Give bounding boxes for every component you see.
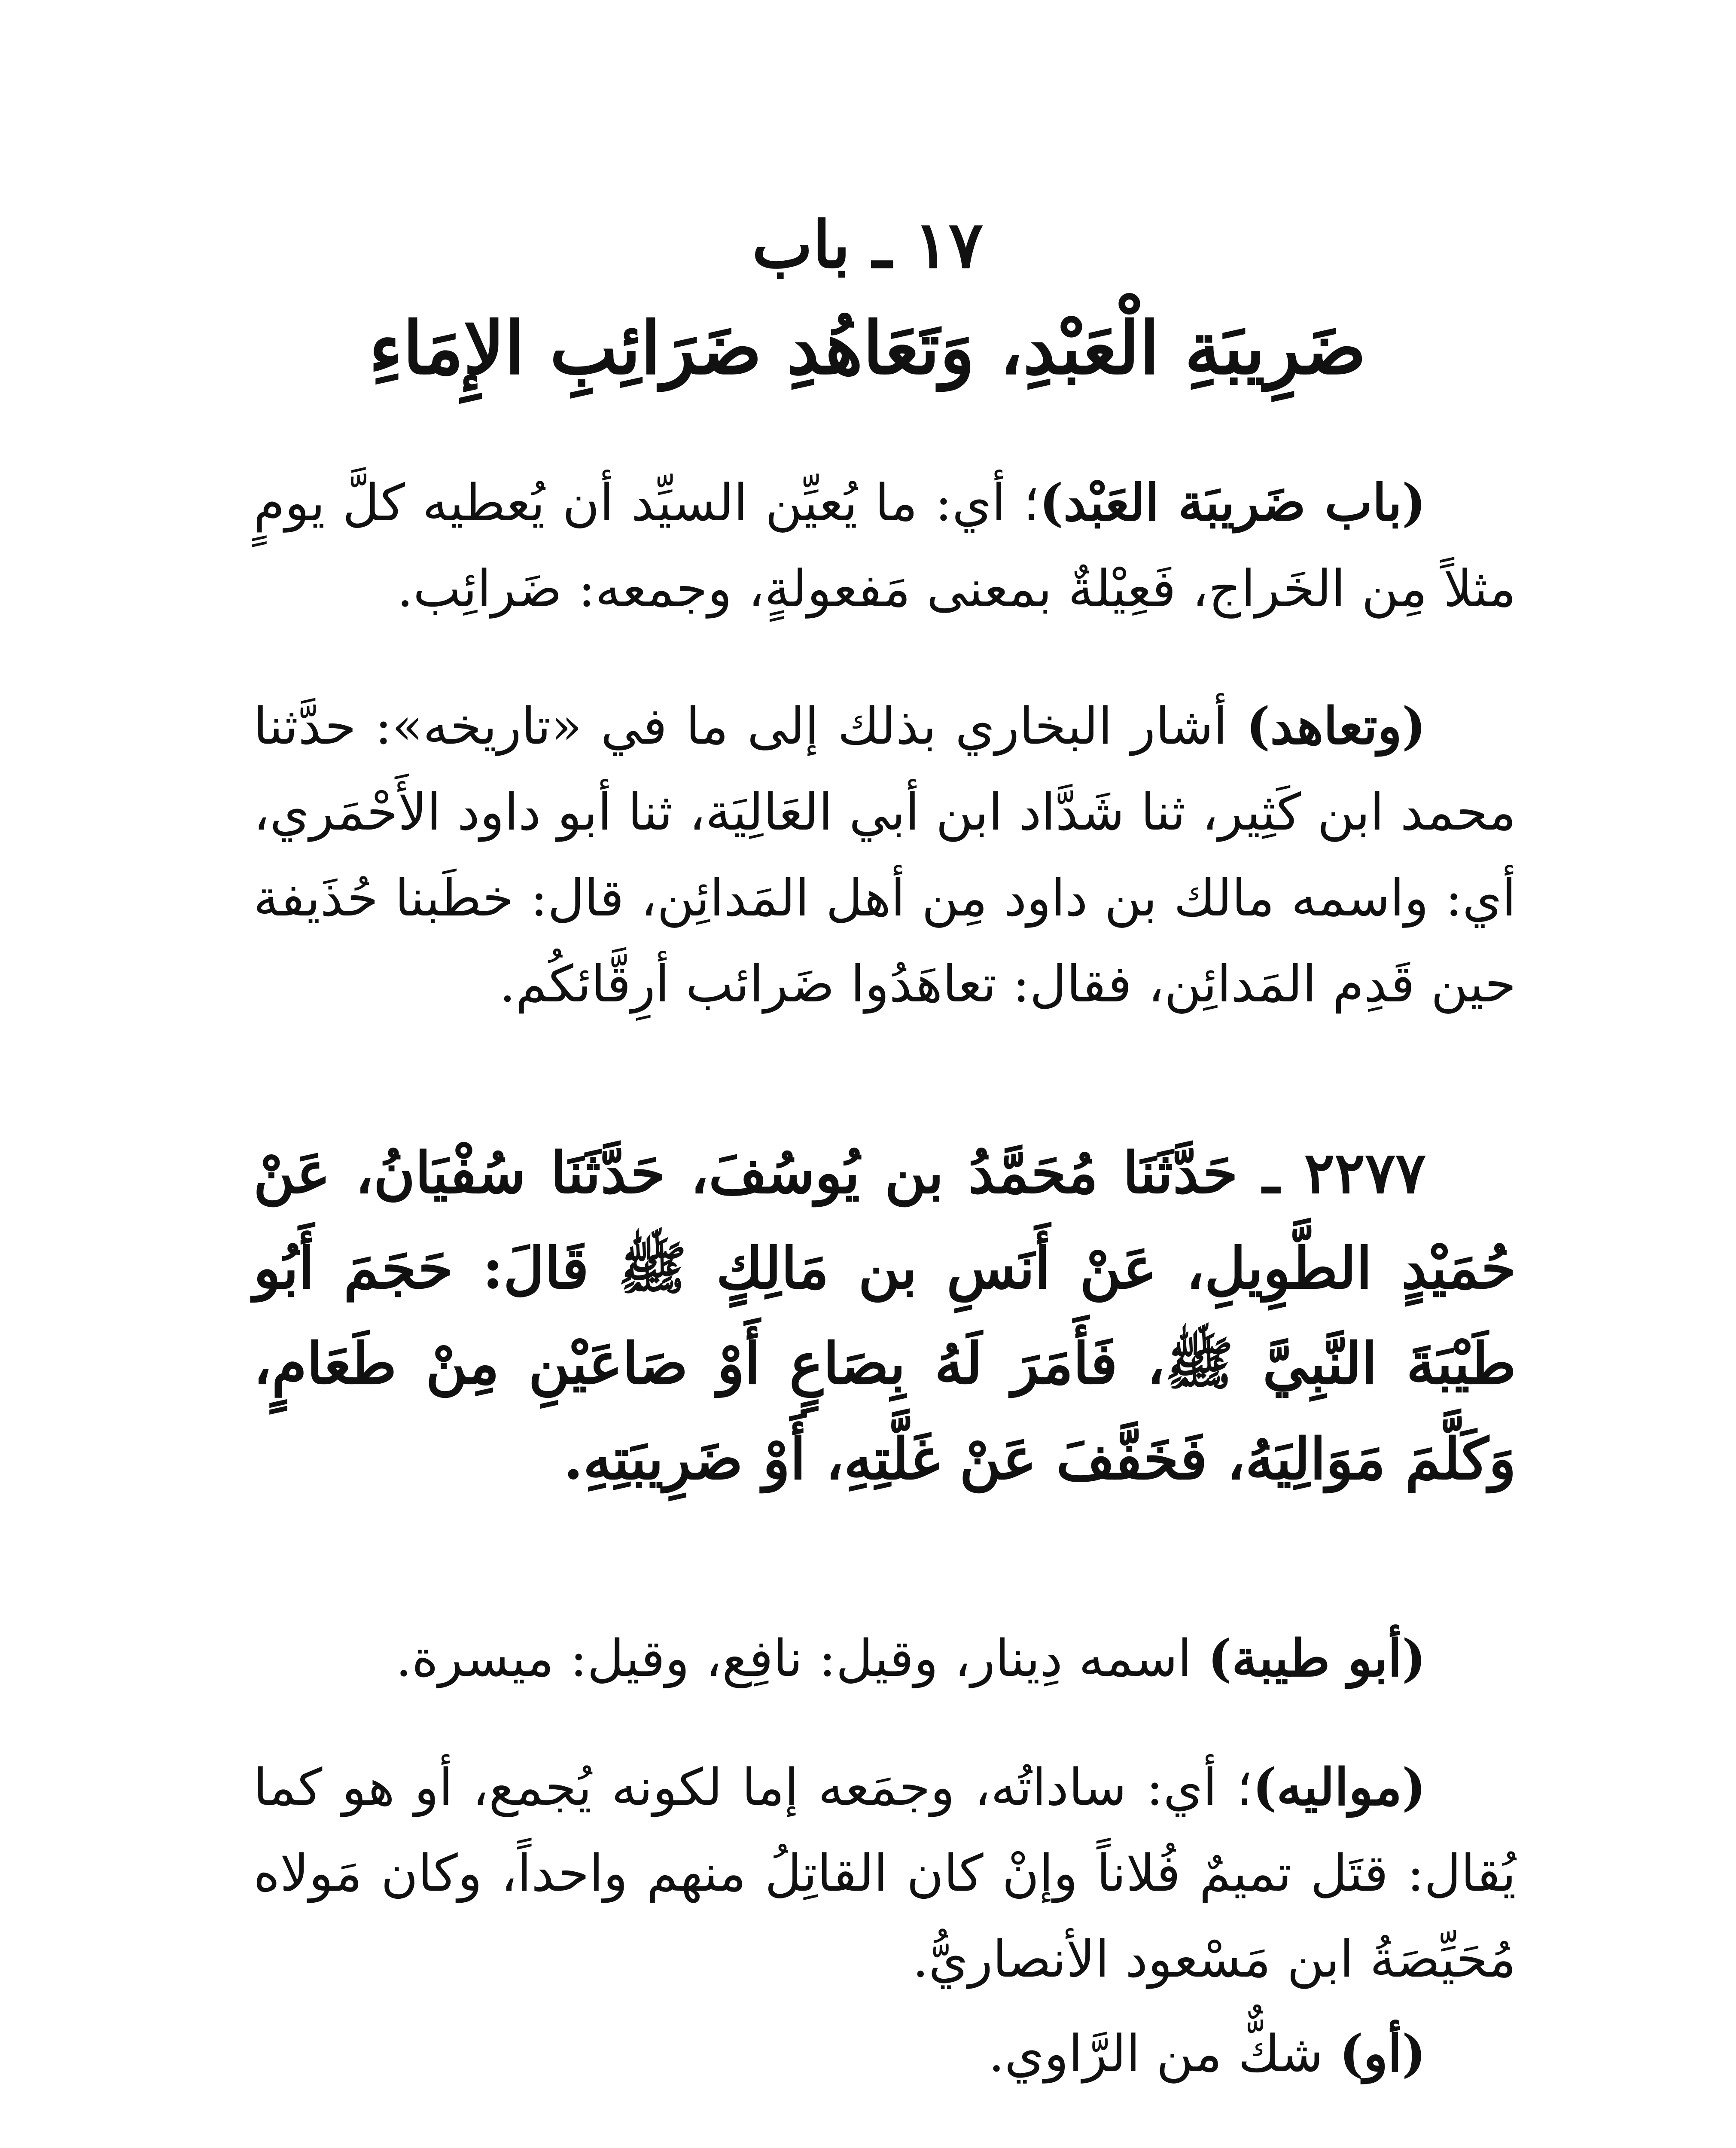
commentary-3-lead: (أو) xyxy=(1339,2023,1426,2083)
commentary-1-text: اسمه دِينار، وقيل: نافِع، وقيل: ميسرة. xyxy=(396,1629,1208,1688)
commentary-2-lead: (مواليه) xyxy=(1252,1757,1426,1817)
commentary-1 xyxy=(253,1615,1516,1701)
paragraph-2-text: أشار البخاري بذلك إلى ما في «تاريخه»: حدَّثنا محمد ابن كَثِير، ثنا شَدَّاد ابن أبي العَالِيَة، ثنا أبو داود الأَحْمَري، أي: واسمه مالك بن داود مِن أهل المَدائِن، قال: خطَبنا حُذَيفة حين قَدِم المَدائِن، فقال: تعاهَدُوا ضَرائب أرِقَّائكُم. xyxy=(253,696,1516,1013)
commentary-3 xyxy=(253,2011,1516,2096)
paragraph-1 xyxy=(253,460,1516,632)
paragraph-1-text: ؛ أي: ما يُعيِّن السيِّد أن يُعطيه كلَّ يومٍ مثلاً مِن الخَراج، فَعِيْلةٌ بمعنى مَفعولةٍ، وجمعه: ضَرائِب. xyxy=(253,473,1516,618)
commentary-4 xyxy=(253,2144,1516,2148)
paragraph-2 xyxy=(253,683,1516,1027)
paragraph-1-lead: (باب ضَريبَة العَبْد) xyxy=(1039,473,1426,532)
commentary-3-text: شكٌّ من الرَّاوي. xyxy=(988,2024,1340,2083)
chapter-number: ١٧ ـ باب xyxy=(752,207,984,283)
commentary-1-lead: (أبو طيبة) xyxy=(1208,1628,1426,1688)
paragraph-2-lead: (وتعاهد) xyxy=(1246,696,1426,756)
chapter-title: ضَرِيبَةِ الْعَبْدِ، وَتَعَاهُدِ ضَرَائِبِ الإِمَاءِ xyxy=(369,305,1367,391)
hadith-text: ٢٢٧٧ ـ حَدَّثَنَا مُحَمَّدُ بن يُوسُفَ، حَدَّثَنَا سُفْيَانُ، عَنْ حُمَيْدٍ الطَّوِيلِ، عَنْ أَنَسِ بن مَالِكٍ ﷺ قَالَ: حَجَمَ أَبُو طَيْبَةَ النَّبِيَّ ﷺ، فَأَمَرَ لَهُ بِصَاعٍ أَوْ صَاعَيْنِ مِنْ طَعَامٍ، وَكَلَّمَ مَوَالِيَهُ، فَخَفَّفَ عَنْ غَلَّتِهِ، أَوْ ضَرِيبَتِهِ. xyxy=(253,1140,1516,1492)
commentary-2 xyxy=(253,1744,1516,2002)
commentary-2-text: ؛ أي: ساداتُه، وجمَعه إما لكونه يُجمع، أو هو كما يُقال: قتَل تميمٌ فُلاناً وإنْ كان القاتِلُ منهم واحداً، وكان مَولاه مُحَيِّصَةُ ابن مَسْعود الأنصاريُّ. xyxy=(253,1757,1516,1989)
